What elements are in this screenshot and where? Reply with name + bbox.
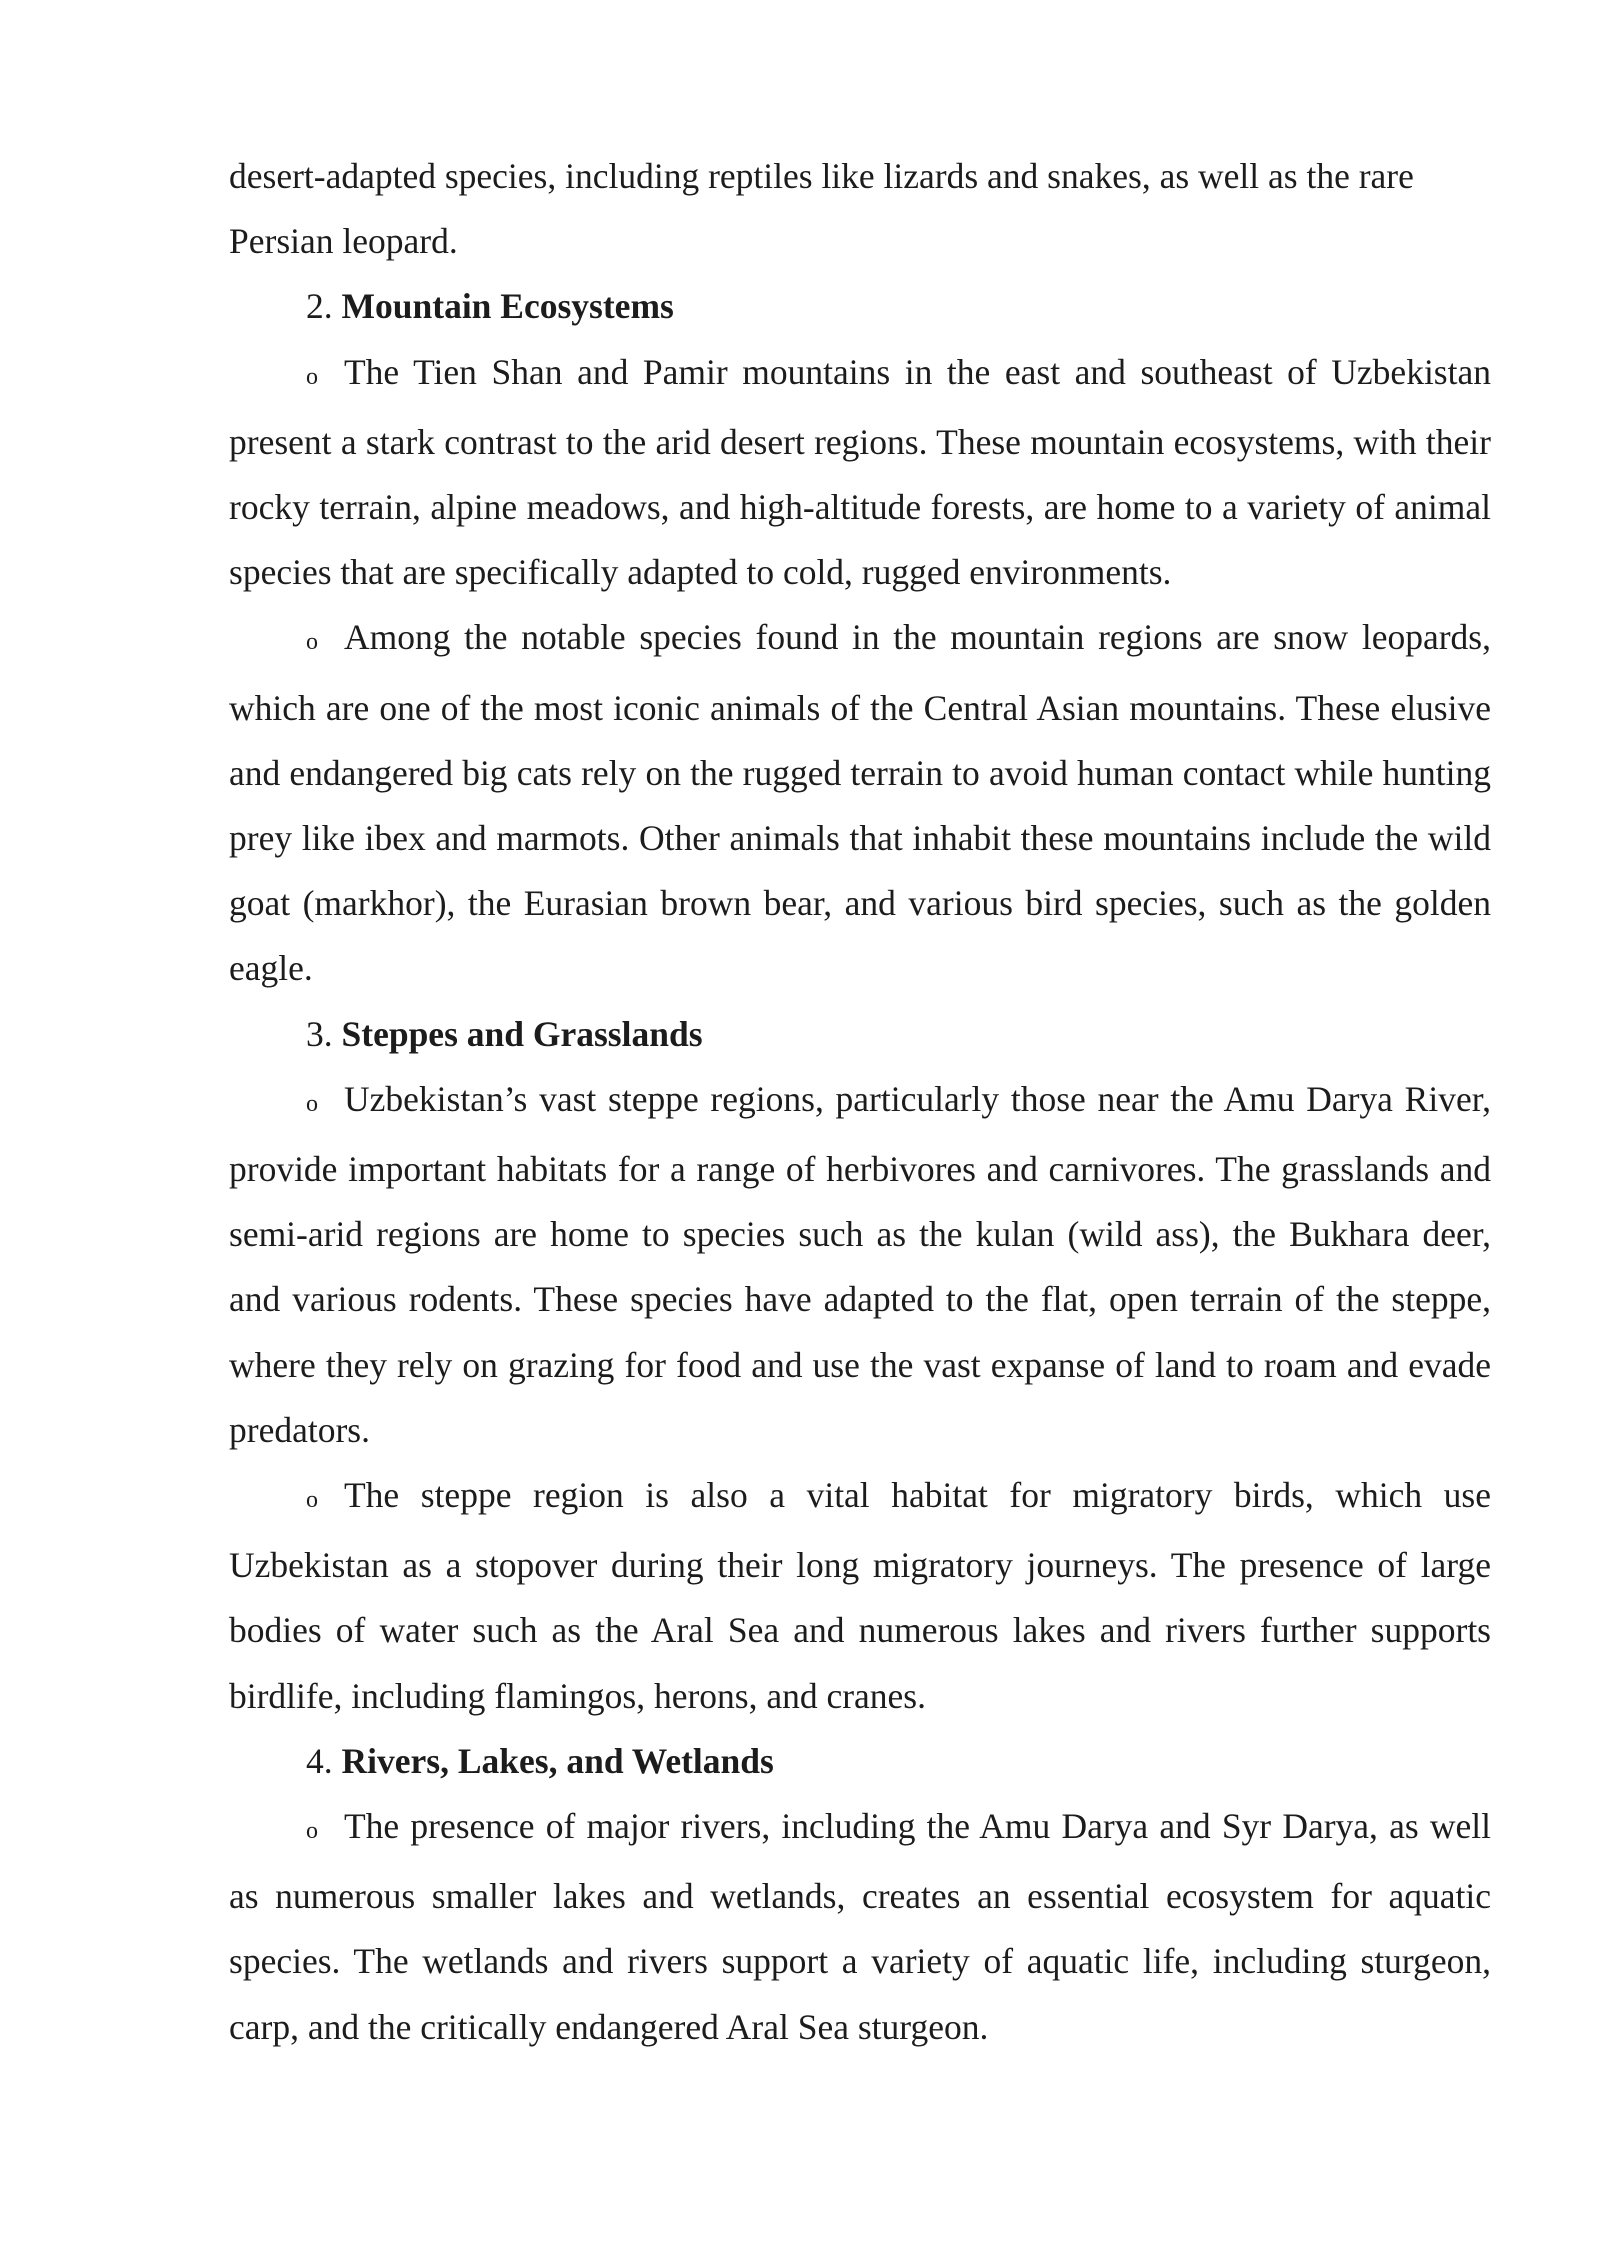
opening-paragraph: desert-adapted species, including reptiles like lizards and snakes, as well as the rare Persian leopard. <box>229 156 1414 262</box>
section-title: Rivers, Lakes, and Wetlands <box>341 1740 774 1781</box>
document-page <box>229 144 1491 2060</box>
bullet-text: The Tien Shan and Pamir mountains in the east and southeast of Uzbekistan present a stark contrast to the arid desert regions. These mountain ecosystems, with their rocky terrain, alpine meadows, and high-altitude forests, are home to a variety of animal species that are specifically adapted to cold, rugged environments. <box>229 351 1491 593</box>
bullet-text: The steppe region is also a vital habitat for migratory birds, which use Uzbekistan as a stopover during their long migratory journeys. The presence of large bodies of water such as the Aral Sea and numerous lakes and rivers further supports birdlife, including flamingos, herons, and cranes. <box>229 1475 1491 1716</box>
section-number: 2. <box>306 286 333 327</box>
bullet-paragraph <box>229 605 1491 1001</box>
bullet-paragraph <box>229 1794 1491 2060</box>
section-heading-steppes-and-grasslands <box>229 1002 1491 1067</box>
bullet-marker: o <box>306 1487 318 1514</box>
section-title: Mountain Ecosystems <box>341 286 674 327</box>
bullet-text: The presence of major rivers, including the Amu Darya and Syr Darya, as well as numerous smaller lakes and wetlands, creates an essential ecosystem for aquatic species. The wetlands and rivers support a variety of aquatic life, including sturgeon, carp, and the critically endangered Aral Sea sturgeon. <box>229 1806 1491 2047</box>
bullet-paragraph <box>229 340 1491 606</box>
bullet-marker: o <box>306 1090 318 1117</box>
section-heading-mountain-ecosystems <box>229 274 1491 339</box>
bullet-marker: o <box>306 363 318 390</box>
bullet-paragraph <box>229 1067 1491 1463</box>
section-number: 4. <box>306 1740 333 1781</box>
bullet-text: Uzbekistan’s vast steppe regions, particularly those near the Amu Darya River, provide important habitats for a range of herbivores and carnivores. The grasslands and semi-arid regions are home to species such as the kulan (wild ass), the Bukhara deer, and various rodents. These species have adapted to the flat, open terrain of the steppe, where they rely on grazing for food and use the vast expanse of land to roam and evade predators. <box>229 1078 1491 1450</box>
bullet-text: Among the notable species found in the mountain regions are snow leopards, which are one of the most iconic animals of the Central Asian mountains. These elusive and endangered big cats rely on the rugged terrain to avoid human contact while hunting prey like ibex and marmots. Other animals that inhabit these mountains include the wild goat (markhor), the Eurasian brown bear, and various bird species, such as the golden eagle. <box>229 617 1491 989</box>
section-number: 3. <box>306 1013 333 1054</box>
section-heading-rivers-lakes-wetlands <box>229 1729 1491 1794</box>
bullet-paragraph <box>229 1463 1491 1729</box>
bullet-marker: o <box>306 1818 318 1845</box>
bullet-marker: o <box>306 629 318 656</box>
section-title: Steppes and Grasslands <box>341 1013 703 1054</box>
